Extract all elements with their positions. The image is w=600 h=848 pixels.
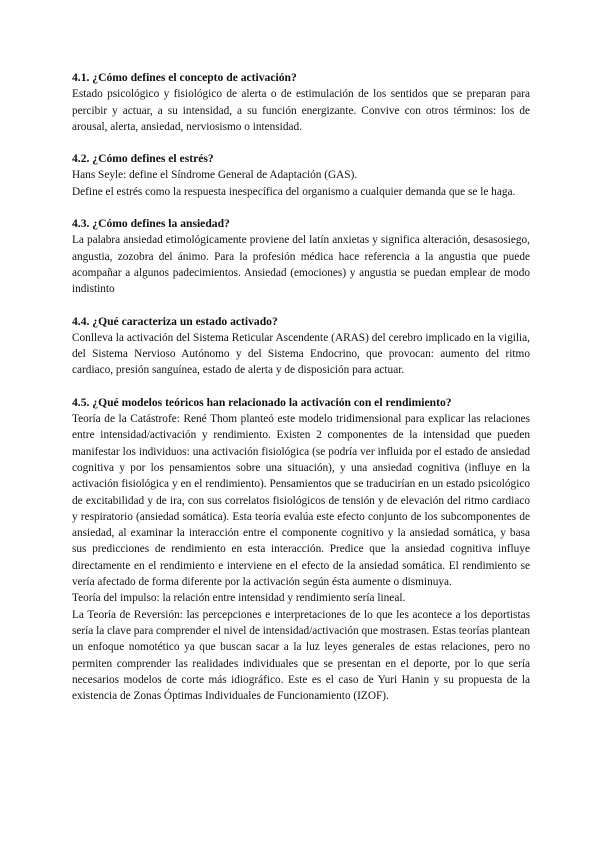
section-heading: 4.1. ¿Cómo defines el concepto de activación?: [72, 71, 297, 84]
section-paragraph: La Teoría de Reversión: las percepciones e interpretaciones de lo que les acontece a los deportistas sería la clave para comprender el nivel de intensidad/activación que mostrasen. Estas teorías plantean un enfoque nomotético ya que buscan sacar a la luz leyes generales de estas relaciones, pero no permiten comprender las realidades individuales que se presentan en el deporte, por lo que sería necesarios modelos de corte más idiográfico. Este es el caso de Yuri Hanin y su propuesta de la existencia de Zonas Óptimas Individuales de Funcionamiento (IZOF).: [72, 608, 530, 703]
section-4-2: [72, 151, 530, 200]
section-paragraph: Hans Seyle: define el Síndrome General de Adaptación (GAS).: [72, 169, 358, 182]
section-paragraph: Conlleva la activación del Sistema Reticular Ascendente (ARAS) del cerebro implicado en la vigilia, del Sistema Nervioso Autónomo y del Sistema Endocrino, que provocan: aumento del ritmo cardiaco, presión sanguínea, estado de alerta y de disposición para actuar.: [72, 331, 530, 377]
section-4-3: [72, 216, 530, 297]
section-paragraph: Estado psicológico y fisiológico de alerta o de estimulación de los sentidos que se preparan para percibir y actuar, a su intensidad, a su función energizante. Convive con otros términos: los de arousal, alerta, ansiedad, nerviosismo o intensidad.: [72, 88, 530, 133]
section-paragraph: Define el estrés como la respuesta inespecífica del organismo a cualquier demanda que se le haga.: [72, 185, 516, 198]
section-heading: 4.5. ¿Qué modelos teóricos han relacionado la activación con el rendimiento?: [72, 395, 452, 409]
section-4-1: [72, 70, 530, 135]
section-4-4: [72, 314, 530, 379]
section-paragraph: La palabra ansiedad etimológicamente proviene del latín anxietas y significa alteración, desasosiego, angustia, zozobra del ánimo. Para la profesión médica hace referencia a la angustia que puede acompañar a algunos padecimientos. Ansiedad (emociones) y angustia se puedan emplear de modo indistinto: [72, 234, 530, 296]
section-4-5: [72, 395, 530, 705]
document-page: [72, 70, 530, 720]
section-paragraph: Teoría de la Catástrofe: René Thom planteó este modelo tridimensional para explicar las relaciones entre intensidad/activación y rendimiento. Existen 2 componentes de la intensidad que pueden manifestar los individuos: una activación fisiológica (se podría ver influida por el estado de ansiedad cognitiva y por los pensamientos sobre una situación), y una ansiedad cognitiva (influye en la activación fisiológica y en el rendimiento). Pensamientos que se traducirían en un estado psicológico de excitabilidad y de ira, con sus correlatos fisiológicos de tensión y de elevación del ritmo cardiaco y respiratorio (ansiedad somática). Esta teoría evalúa este efecto conjunto de los subcomponentes de ansiedad, al examinar la interacción entre el componente cognitivo y la ansiedad somática, y basa sus predicciones de rendimiento en esta interacción. Predice que la ansiedad cognitiva influye directamente en el rendimiento e interviene en el efecto de la ansiedad somática. El rendimiento se vería afectado de forma diferente por la activación según ésta aumente o disminuya.: [72, 413, 530, 589]
section-paragraph: Teoría del impulso: la relación entre intensidad y rendimiento sería lineal.: [72, 592, 406, 605]
section-heading: 4.2. ¿Cómo defines el estrés?: [72, 152, 214, 166]
section-heading: 4.3. ¿Cómo defines la ansiedad?: [72, 217, 230, 231]
section-heading: 4.4. ¿Qué caracteriza un estado activado?: [72, 314, 278, 328]
